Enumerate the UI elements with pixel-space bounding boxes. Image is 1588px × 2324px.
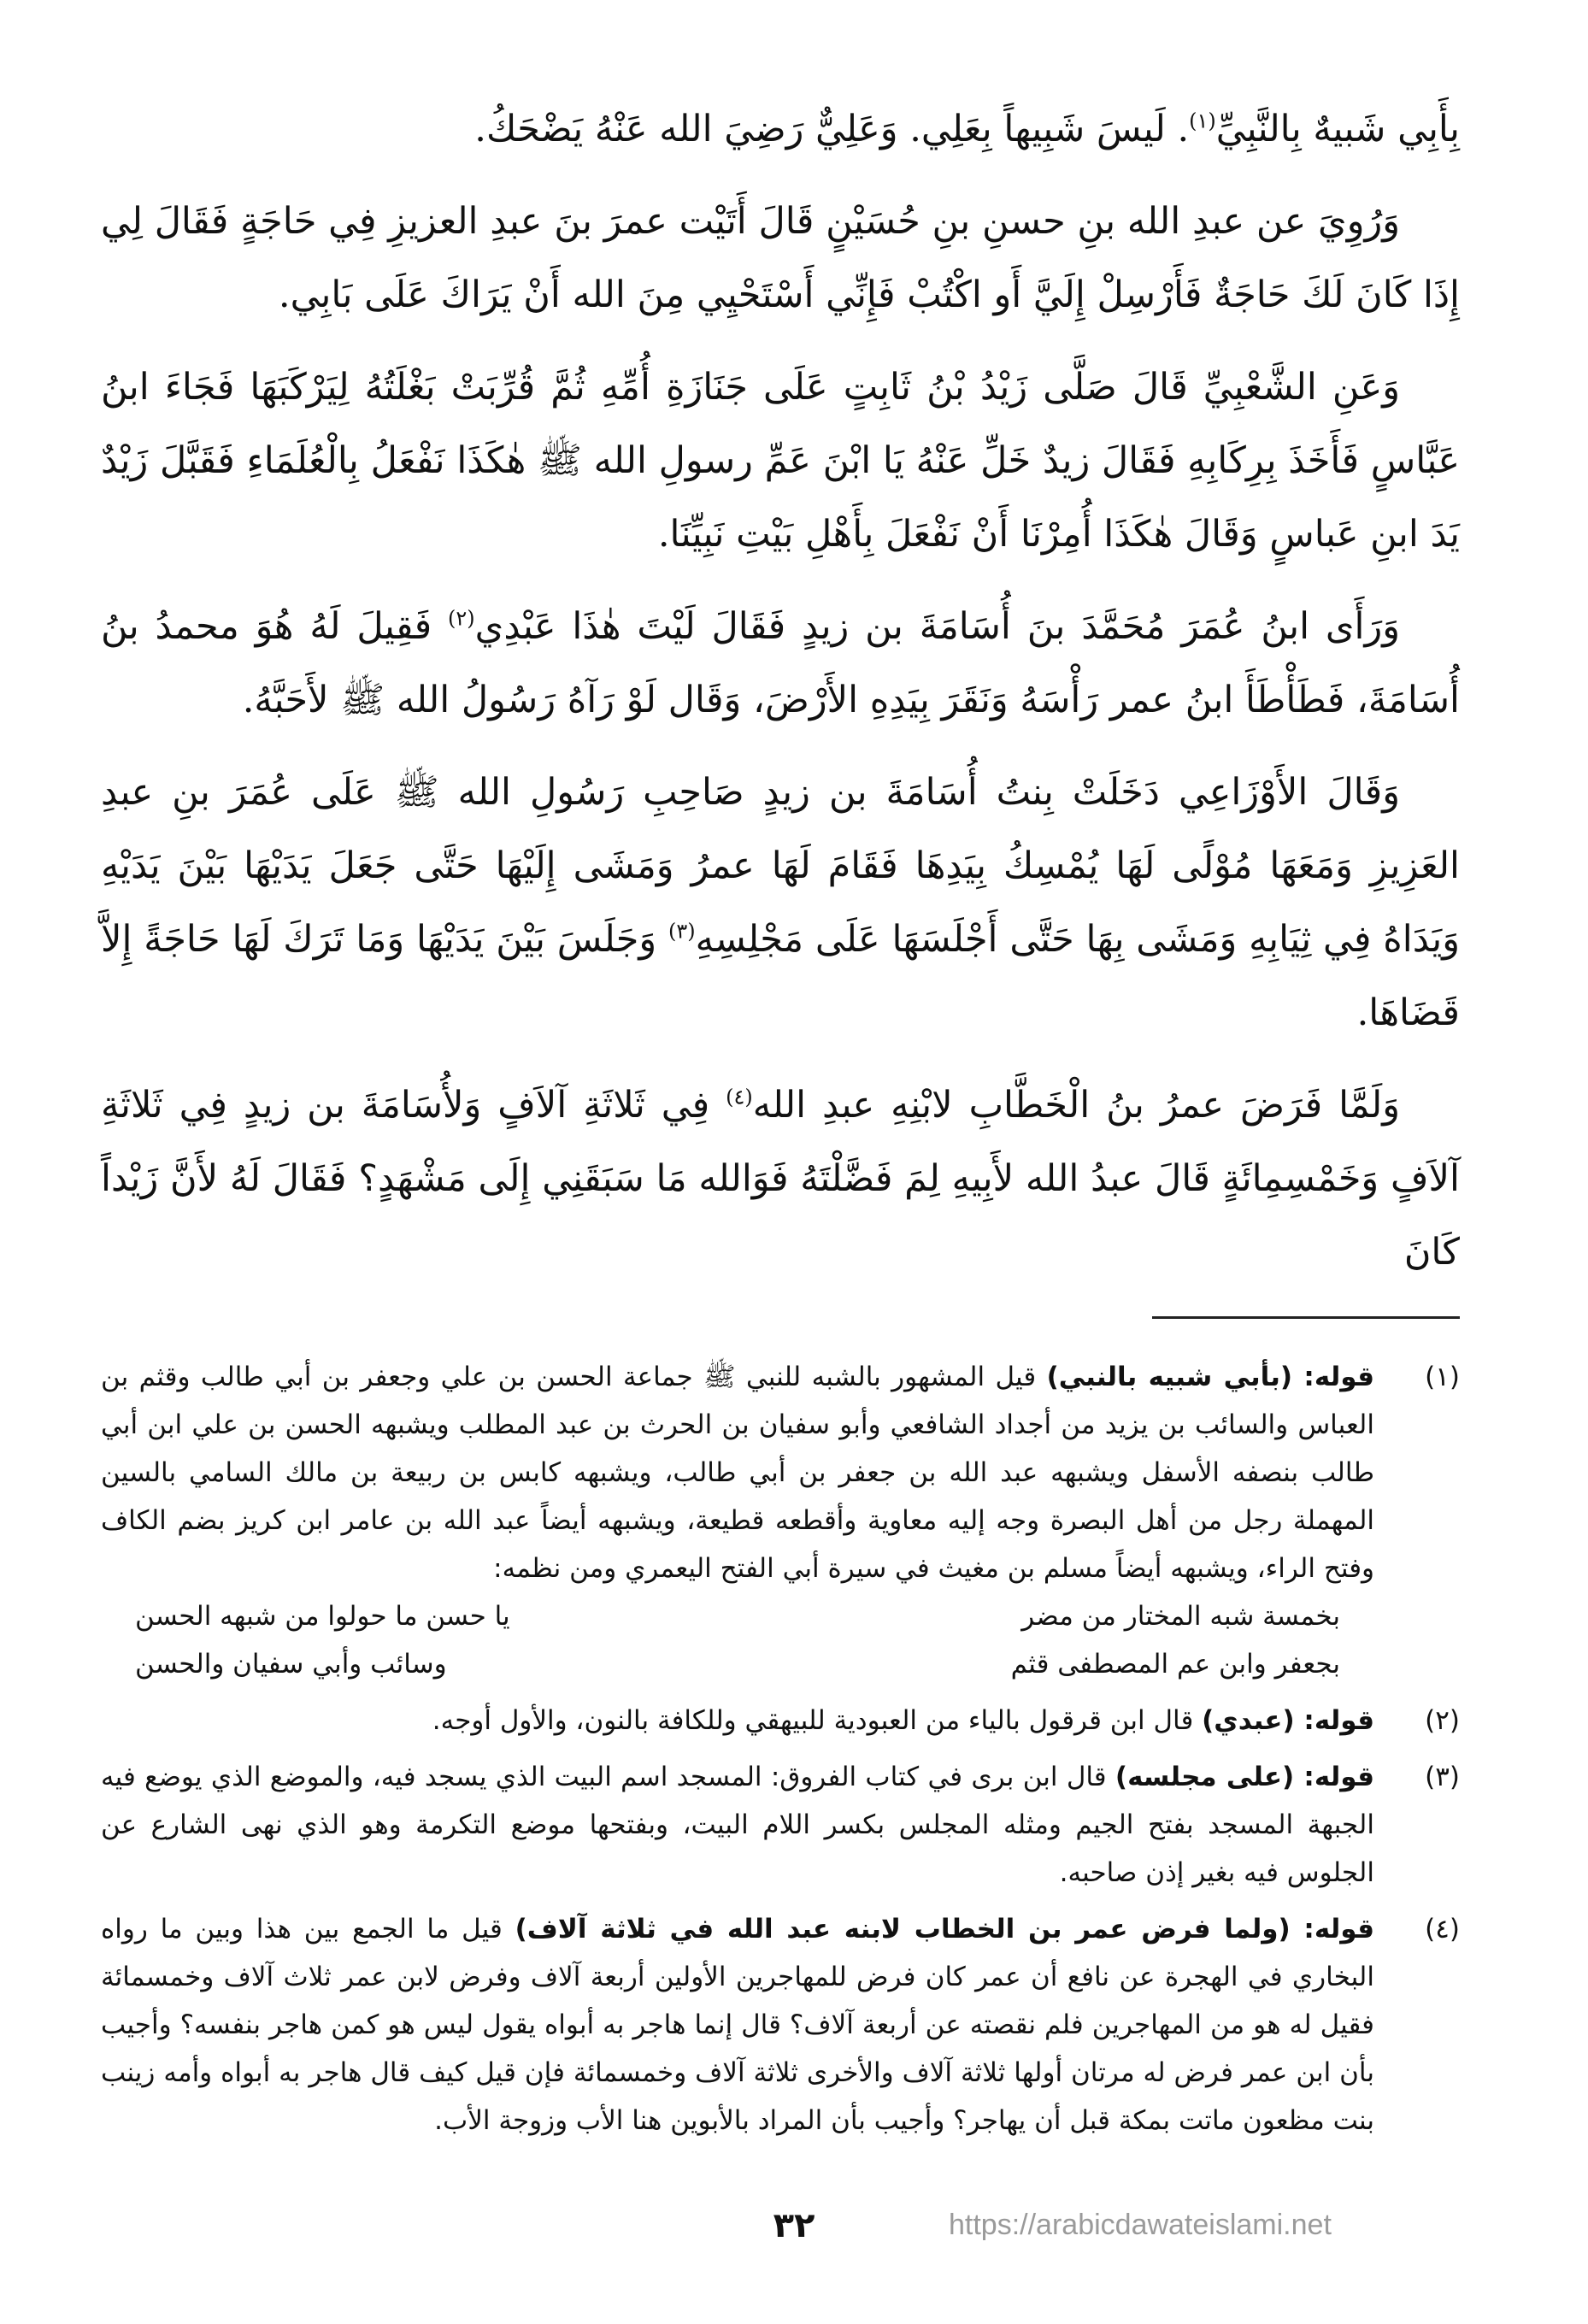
paragraph — [101, 756, 1460, 1050]
poem-verse — [101, 1640, 1374, 1688]
footnote-divider — [1152, 1316, 1460, 1319]
footnote-number: (٤) — [1425, 1914, 1460, 1945]
paragraph-text: وَلَمَّا فَرَضَ عمرُ بنُ الْخَطَّابِ لابْنِهِ عبدِ الله — [752, 1084, 1400, 1127]
paragraph-text: . لَيسَ شَبِيهاً بِعَلِي. وَعَلِيٌّ رَضِيَ الله عَنْهُ يَضْحَكُ. — [474, 108, 1190, 150]
watermark-url: https://arabicdawateislami.net — [949, 2209, 1332, 2241]
footnote-text: قيل ما الجمع بين هذا وبين ما رواه البخاري في الهجرة عن نافع أن عمر كان فرض للمهاجرين الأولين أربعة آلاف وفرض لابن عمر ثلاث آلاف وخمسمائة فقيل له هو من المهاجرين فلم نقصته عن أربعة آلاف؟ قال إنما هاجر به أبواه يقول ليس هو كمن هاجر بنفسه؟ وأجيب بأن ابن عمر فرض له مرتان أولها ثلاثة آلاف والأخرى ثلاثة آلاف وخمسمائة فإن قيل كيف قال هاجر به أبواه وأمه زينب بنت مظعون ماتت بمكة قبل أن يهاجر؟ وأجيب بأن المراد بالأبوين هنا الأب وزوجة الأب. — [101, 1914, 1374, 2136]
footnote-number: (١) — [1425, 1362, 1460, 1392]
footnote-ref[interactable]: (٢) — [448, 606, 475, 631]
paragraph-text: فَقِيلَ لَهُ هُوَ محمدُ بنُ أُسَامَةَ، فَطَأْطَأَ ابنُ عمر رَأْسَهُ وَنَقَرَ بِيَدِهِ الأَرْضَ، وَقَال لَوْ رَآهُ رَسُولُ الله ﷺ لأَحَبَّهُ. — [101, 605, 1460, 721]
footnote-lead: قوله: (عبدي) — [1202, 1705, 1374, 1736]
footnote-lead: قوله: (ولما فرض عمر بن الخطاب لابنه عبد الله في ثلاثة آلاف) — [515, 1914, 1374, 1945]
verse-hemistich: يا حسن ما حولوا من شبهه الحسن — [135, 1601, 510, 1632]
footnote-ref[interactable]: (٤) — [726, 1085, 753, 1109]
footnote-body — [101, 1697, 1374, 1744]
footnotes — [101, 1353, 1460, 2145]
paragraph — [101, 92, 1460, 166]
footnote — [101, 1353, 1460, 1688]
verse-hemistich: بخمسة شبه المختار من مضر — [1021, 1601, 1340, 1632]
footnote — [101, 1753, 1460, 1897]
paragraph-text: بِأَبِي شَبيهٌ بِالنَّبِيِّ — [1215, 108, 1460, 150]
footnote — [101, 1697, 1460, 1744]
paragraph — [101, 350, 1460, 571]
paragraph — [101, 590, 1460, 737]
paragraph — [101, 185, 1460, 332]
footnote-lead: قوله: (على مجلسه) — [1115, 1762, 1374, 1792]
paragraph-text: وَعَنِ الشَّعْبِيِّ قَالَ صَلَّى زَيْدُ بْنُ ثَابِتٍ عَلَى جَنَازَةِ أُمِّهِ ثُمَّ قُرِّبَتْ بَغْلَتُهُ لِيَرْكَبَهَا فَجَاءَ ابنُ عَبَّاسٍ فَأَخَذَ بِرِكَابِهِ فَقَالَ زيدٌ خَلِّ عَنْهُ يَا ابْنَ عَمِّ رسولِ الله ﷺ هٰكَذَا نَفْعَلُ بِالْعُلَمَاءِ فَقَبَّلَ زَيْدٌ يَدَ ابنِ عَباسٍ وَقَالَ هٰكَذَا أُمِرْنَا أَنْ نَفْعَلَ بِأَهْلِ بَيْتِ نَبِيِّنَا. — [101, 366, 1460, 556]
document-page — [101, 92, 1460, 2280]
footnote-text: قال ابن قرقول بالياء من العبودية للبيهقي وللكافة بالنون، والأول أوجه. — [432, 1705, 1203, 1736]
paragraph-text: وَرَأَى ابنُ عُمَرَ مُحَمَّدَ بنَ أُسَامَةَ بن زيدٍ فَقَالَ لَيْتَ هٰذَا عَبْدِي — [474, 605, 1400, 648]
footnote-number: (٢) — [1425, 1705, 1460, 1736]
poem-verse — [101, 1592, 1374, 1640]
footnote-number: (٣) — [1425, 1762, 1460, 1792]
page-footer — [0, 2200, 1588, 2251]
verse-hemistich: وسائب وأبي سفيان والحسن — [135, 1649, 447, 1680]
footnote-ref[interactable]: (١) — [1189, 109, 1216, 133]
paragraph-text: وَقَالَ الأَوْزَاعِي دَخَلَتْ بِنتُ أُسَامَةَ بن زيدٍ صَاحِبِ رَسُولِ الله ﷺ عَلَى عُمَرَ بنِ عبدِ العَزِيزِ وَمَعَهَا مُوْلًى لَهَا يُمْسِكُ بِيَدِهَا فَقَامَ لَهَا عمرُ وَمَشَى إِلَيْهَا حَتَّى جَعَلَ يَدَيْهَا بَيْنَ يَدَيْهِ وَيَدَاهُ فِي ثِيَابِهِ وَمَشَى بِهَا حَتَّى أَجْلَسَهَا عَلَى مَجْلِسِهِ — [101, 771, 1460, 961]
page-number: ٣٢ — [773, 2206, 815, 2245]
footnote-lead: قوله: (بأبي شبيه بالنبي) — [1046, 1362, 1374, 1392]
footnote-text: قيل المشهور بالشبه للنبي ﷺ جماعة الحسن بن علي وجعفر بن أبي طالب وقثم بن العباس والسائب بن يزيد من أجداد الشافعي وأبو سفيان بن الحرث بن عبد المطلب ويشبهه الحسن بن علي ابن أبي طالب بنصفه الأسفل ويشبهه عبد الله بن جعفر بن أبي طالب، ويشبهه كابس بن ربيعة بن مالك السامي بالسين المهملة رجل من أهل البصرة وجه إليه معاوية وأقطعه قطيعة، ويشبهه أيضاً عبد الله بن عامر ابن كريز بضم الكاف وفتح الراء، ويشبهه أيضاً مسلم بن مغيث في سيرة أبي الفتح اليعمري ومن نظمه: — [101, 1362, 1374, 1584]
paragraph-text: وَجَلَسَ بَيْنَ يَدَيْهَا وَمَا تَرَكَ لَهَا حَاجَةً إِلاَّ قَضَاهَا. — [101, 918, 1460, 1034]
paragraph — [101, 1068, 1460, 1289]
footnote-text: قال ابن برى في كتاب الفروق: المسجد اسم البيت الذي يسجد فيه، والموضع الذي يوضع فيه الجبهة المسجد بفتح الجيم ومثله المجلس بكسر اللام البيت، وبفتحها موضع التكرمة وهو الذي نهى الشارع عن الجلوس فيه بغير إذن صاحبه. — [101, 1762, 1374, 1888]
paragraph-text: وَرُوِيَ عن عبدِ الله بنِ حسنِ بنِ حُسَيْنٍ قَالَ أَتَيْت عمرَ بنَ عبدِ العزيزِ فِي حَاجَةٍ فَقَالَ لِي إِذَا كَانَ لَكَ حَاجَةٌ فَأَرْسِلْ إِلَيَّ أَو اكْتُبْ فَإِنِّي أَسْتَحْيِي مِنَ الله أَنْ يَرَاكَ عَلَى بَابِي. — [101, 200, 1460, 316]
footnote-body — [101, 1905, 1374, 2145]
footnote-body — [101, 1353, 1374, 1688]
paragraph-text: فِي ثَلاثَةِ آلاَفٍ وَلأُسَامَةَ بن زيدٍ فِي ثَلاثَةِ آلاَفٍ وَخَمْسِمِائَةٍ قَالَ عبدُ الله لأَبِيهِ لِمَ فَضَّلْتَهُ فَوَالله مَا سَبَقَنِي إِلَى مَشْهَدٍ؟ فَقَالَ لَهُ لأَنَّ زَيْداً كَانَ — [101, 1084, 1460, 1274]
verse-hemistich: بجعفر وابن عم المصطفى قثم — [1010, 1649, 1340, 1680]
footnote-ref[interactable]: (٣) — [668, 919, 696, 944]
footnote — [101, 1905, 1460, 2145]
footnote-body — [101, 1753, 1374, 1897]
main-text — [101, 92, 1460, 1289]
